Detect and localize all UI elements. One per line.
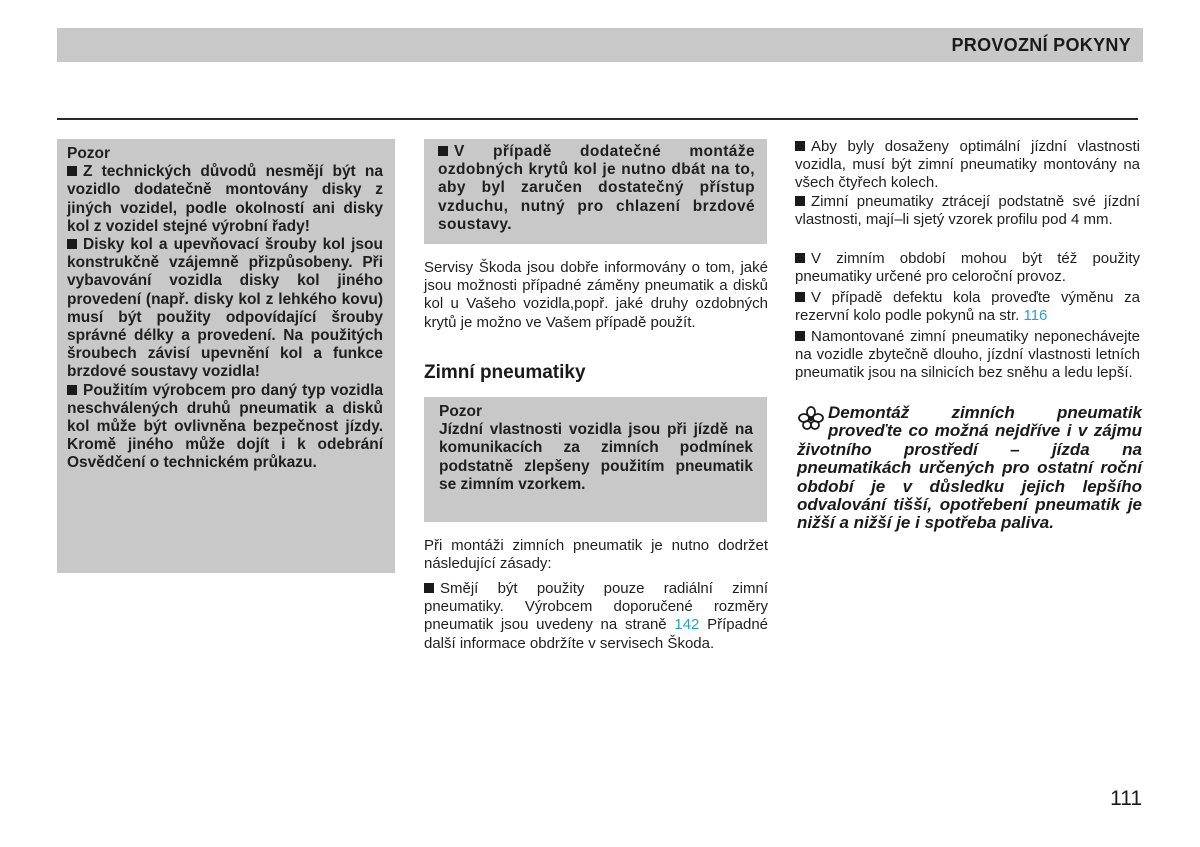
paragraph-servisy: Servisy Škoda jsou dobře informovány o tom, jaké jsou možnosti případné záměny pneumatik a disků kol u Vašeho vozidla,popř. jaké druhy ozdobných krytů je možno ve Vašem případě použít. (424, 259, 768, 331)
bullet-square-icon (67, 166, 77, 176)
bullet-square-icon (795, 331, 805, 341)
page-link-116[interactable]: 116 (1023, 307, 1048, 325)
bullet-square-icon (67, 385, 77, 395)
bullet-square-icon (795, 196, 805, 206)
note-box-wheel-covers (424, 139, 767, 244)
note-item: V případě dodatečné montáže ozdobných krytů kol je nutno dbát na to, aby byl zaručen dostatečný přístup vzduchu, nutný pro chlazení brzdové soustavy. (438, 143, 755, 233)
bullet-square-icon (424, 583, 434, 593)
bullet-square-icon (795, 253, 805, 263)
warning-box-winter (424, 397, 767, 522)
warning-item: Z technických důvodů nesmějí být na vozidlo dodatečně montovány disky z jiných vozidel, podle okolností ani disky kol z vozidel stejné výrobní řady! (67, 163, 383, 235)
bullet-square-icon (67, 239, 77, 249)
page-link-142[interactable]: 142 (674, 616, 700, 634)
bullet-square-icon (795, 141, 805, 151)
environment-note: Demontáž zimních pneumatik proveďte co možná nejdříve i v zájmu životního prostředí – jízda na pneumatikách určených pro ostatní roční období je v důsledku jejich lepšího odvalování tišší, opotřebení pneumatik je nižší a nižší je i spotřeba paliva. (797, 403, 1142, 533)
header-bar (57, 28, 1143, 62)
warning-heading: Pozor (67, 145, 111, 162)
list-item: V případě defektu kola proveďte výměnu za rezervní kolo podle pokynů na str. 116 (795, 289, 1140, 325)
warning-item: Disky kol a upevňovací šrouby kol jsou konstrukčně vzájemně přizpůsobeny. Při vybavování vozidla disky kol jiného provedení (např. disky kol z lehkého kovu) musí být použity odpovídající šrouby správné délky a provedení. Na použitých šroubech závisí upevnění kol a funkce brzdové soustavy vozidla! (67, 236, 383, 381)
page-number: 111 (1110, 787, 1142, 810)
list-item: Aby byly dosaženy optimální jízdní vlastnosti vozidla, musí být zimní pneumatiky montovány na všech čtyřech kolech. (795, 138, 1140, 192)
bullet-square-icon (795, 292, 805, 302)
warning-text: Jízdní vlastnosti vozidla jsou při jízdě na komunikacích za zimních podmínek podstatně zlepšeny použitím pneumatik se zimním vzorkem. (439, 421, 753, 493)
flower-environment-icon (797, 406, 825, 430)
horizontal-rule (57, 118, 1138, 120)
section-title-winter-tires: Zimní pneumatiky (424, 362, 586, 383)
list-item: V zimním období mohou být též použity pneumatiky určené pro celoroční provoz. (795, 250, 1140, 286)
warning-item: Použitím výrobcem pro daný typ vozidla neschválených druhů pneumatik a disků kol může být ovlivněna bezpečnost jízdy. Kromě jiného může dojít i k odebrání Osvědčení o technickém průkazu. (67, 381, 383, 472)
section-header-title: PROVOZNÍ POKYNY (951, 35, 1131, 55)
warning-box-left (57, 139, 395, 573)
paragraph-zasady: Při montáži zimních pneumatik je nutno dodržet následující zásady: (424, 537, 768, 573)
list-item: Namontované zimní pneumatiky neponechávejte na vozidle zbytečně dlouho, jízdní vlastnosti letních pneumatik jsou na silnicích bez sněhu a ledu lepší. (795, 328, 1140, 382)
bullet-square-icon (438, 146, 448, 156)
paragraph-radial-tires: Smějí být použity pouze radiální zimní pneumatiky. Výrobcem doporučené rozměry pneumatik jsou uvedeny na straně 142 Případné další informace obdržíte v servisech Škoda. (424, 580, 769, 652)
warning-heading: Pozor (439, 403, 483, 420)
list-item: Zimní pneumatiky ztrácejí podstatně své jízdní vlastnosti, mají–li sjetý vzorek profilu pod 4 mm. (795, 193, 1140, 229)
